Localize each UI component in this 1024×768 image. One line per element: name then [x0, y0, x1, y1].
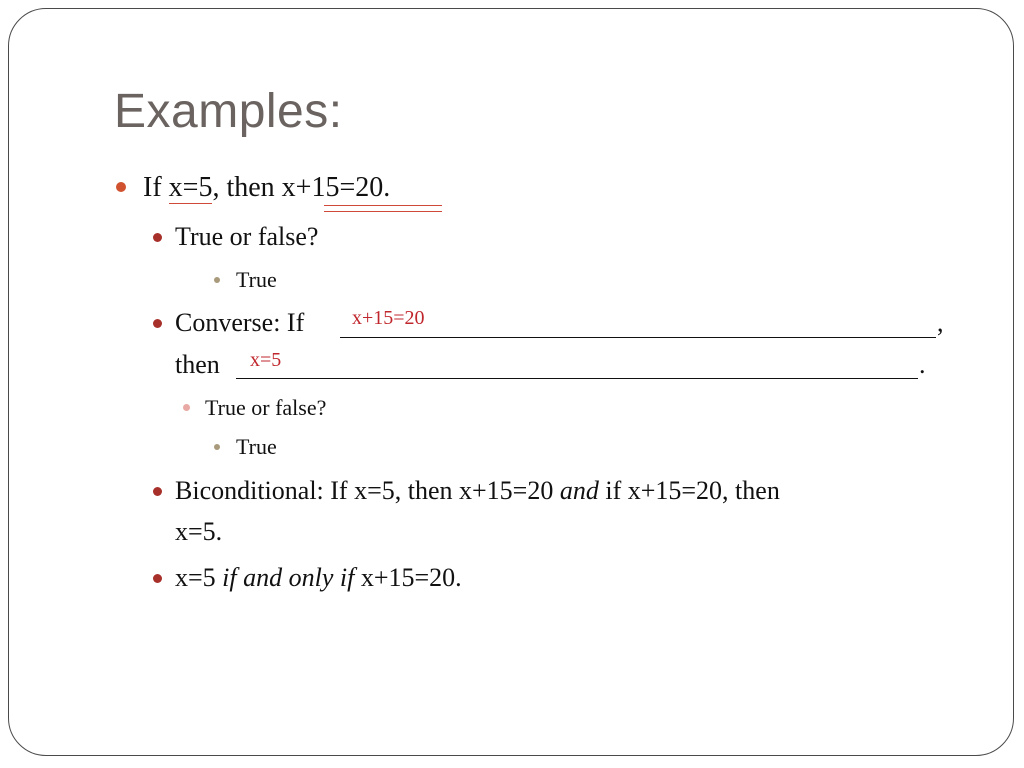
statement-hypothesis: x=5 [168, 172, 213, 203]
iff-line [175, 563, 462, 593]
iff-text-a: x=5 [175, 563, 223, 592]
question-2: True or false? [205, 395, 327, 420]
converse-label: Converse: If [175, 308, 305, 337]
bullet-pink [183, 404, 190, 411]
converse-comma: , [937, 308, 944, 337]
conclusion-underline-2 [324, 211, 442, 212]
statement-then: , then x [212, 172, 296, 203]
bullet-level2 [153, 574, 162, 583]
statement-if: If [143, 172, 169, 203]
biconditional-line-1 [175, 476, 780, 506]
iff-text-b: x+15=20. [354, 563, 462, 592]
converse-period: . [919, 350, 926, 379]
bullet-level2 [153, 487, 162, 496]
bullet-level3 [214, 277, 220, 283]
converse-then: then [175, 350, 220, 379]
converse-blank-1 [340, 337, 936, 338]
conclusion-underline-1 [324, 205, 442, 206]
biconditional-text-a: Biconditional: If x=5, then x+15=20 [175, 476, 560, 505]
question-1: True or false? [175, 222, 319, 251]
answer-1: True [236, 267, 277, 292]
iff-italic: if and only if [222, 563, 355, 592]
converse-blank-2 [236, 378, 918, 379]
statement-end: . [383, 172, 391, 203]
statement-conclusion: +15=20 [295, 172, 384, 203]
biconditional-text-b: if x+15=20, then [598, 476, 780, 505]
answer-2: True [236, 434, 277, 459]
statement-line [143, 172, 390, 204]
slide-title: Examples: [114, 85, 343, 138]
bullet-level2 [153, 319, 162, 328]
biconditional-line-2: x=5. [175, 517, 223, 546]
bullet-level2 [153, 233, 162, 242]
handwritten-answer-2: x=5 [250, 349, 282, 371]
handwritten-answer-1: x+15=20 [352, 307, 425, 329]
bullet-level3 [214, 444, 220, 450]
biconditional-and: and [559, 476, 599, 505]
bullet-level1 [116, 182, 126, 192]
